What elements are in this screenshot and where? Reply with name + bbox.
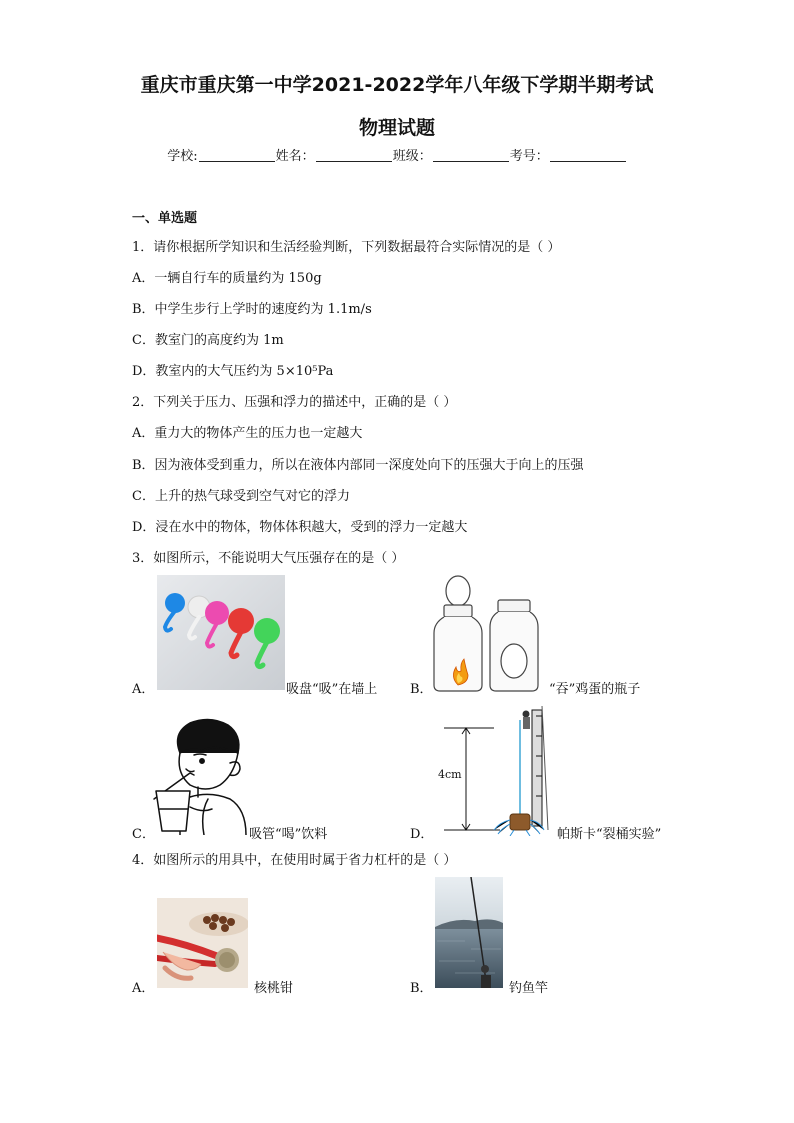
q1-option-c: C．教室门的高度约为 1m	[132, 333, 284, 348]
student-info-line	[0, 145, 794, 164]
number-blank[interactable]	[550, 148, 626, 162]
q2-option-d: D．浸在水中的物体，物体体积越大，受到的浮力一定越大	[132, 520, 468, 535]
q4-option-b-caption: 钓鱼竿	[509, 981, 549, 996]
q3-option-c-caption: 吸管“喝”饮料	[249, 827, 328, 842]
q3-option-b-letter: B．	[410, 682, 433, 697]
section-heading: 一、单选题	[132, 211, 198, 226]
q1-option-a: A．一辆自行车的质量约为 150g	[132, 271, 322, 286]
q3-option-d-letter: D．	[410, 827, 434, 842]
class-blank[interactable]	[433, 148, 509, 162]
q3-option-a-caption: 吸盘“吸”在墙上	[286, 682, 378, 697]
q3-option-b-caption: “吞”鸡蛋的瓶子	[549, 682, 641, 697]
q2-option-c: C．上升的热气球受到空气对它的浮力	[132, 489, 350, 504]
q2-option-b: B．因为液体受到重力，所以在液体内部同一深度处向下的压强大于向上的压强	[132, 458, 584, 473]
q4-stem: 4．如图所示的用具中，在使用时属于省力杠杆的是（ ）	[132, 853, 457, 868]
straw-drinking-drawing	[150, 713, 250, 835]
q3-option-d-caption: 帕斯卡“裂桶实验”	[557, 827, 662, 842]
fishing-rod-photo	[435, 877, 503, 988]
q4-option-b-letter: B．	[410, 981, 433, 996]
class-label: 班级：	[392, 149, 432, 164]
q1-stem: 1．请你根据所学知识和生活经验判断，下列数据最符合实际情况的是（ ）	[132, 240, 561, 255]
q3-stem: 3．如图所示，不能说明大气压强存在的是（ ）	[132, 551, 405, 566]
q1-option-b: B．中学生步行上学时的速度约为 1.1m/s	[132, 302, 372, 317]
q2-stem: 2．下列关于压力、压强和浮力的描述中，正确的是（ ）	[132, 395, 457, 410]
q4-option-a-caption: 核桃钳	[254, 981, 294, 996]
q2-option-a: A．重力大的物体产生的压力也一定越大	[132, 426, 363, 441]
name-blank[interactable]	[316, 148, 392, 162]
egg-bottle-diagram	[430, 567, 548, 693]
exam-title: 重庆市重庆第一中学2021-2022学年八年级下学期半期考试	[140, 74, 654, 96]
school-blank[interactable]	[199, 148, 275, 162]
suction-hooks-photo	[157, 575, 285, 690]
number-label: 考号：	[509, 149, 549, 164]
q4-option-a-letter: A．	[132, 981, 155, 996]
name-label: 姓名：	[275, 149, 315, 164]
height-dimension-label: 4cm	[438, 768, 462, 781]
walnut-cracker-photo	[157, 898, 248, 988]
q3-option-c-letter: C．	[132, 827, 155, 842]
exam-subtitle: 物理试题	[358, 117, 435, 139]
q1-option-d: D．教室内的大气压约为 5×10⁵Pa	[132, 364, 334, 379]
q3-option-a-letter: A．	[132, 682, 155, 697]
pascal-barrel-diagram	[432, 706, 556, 836]
school-label: 学校:	[167, 149, 198, 164]
